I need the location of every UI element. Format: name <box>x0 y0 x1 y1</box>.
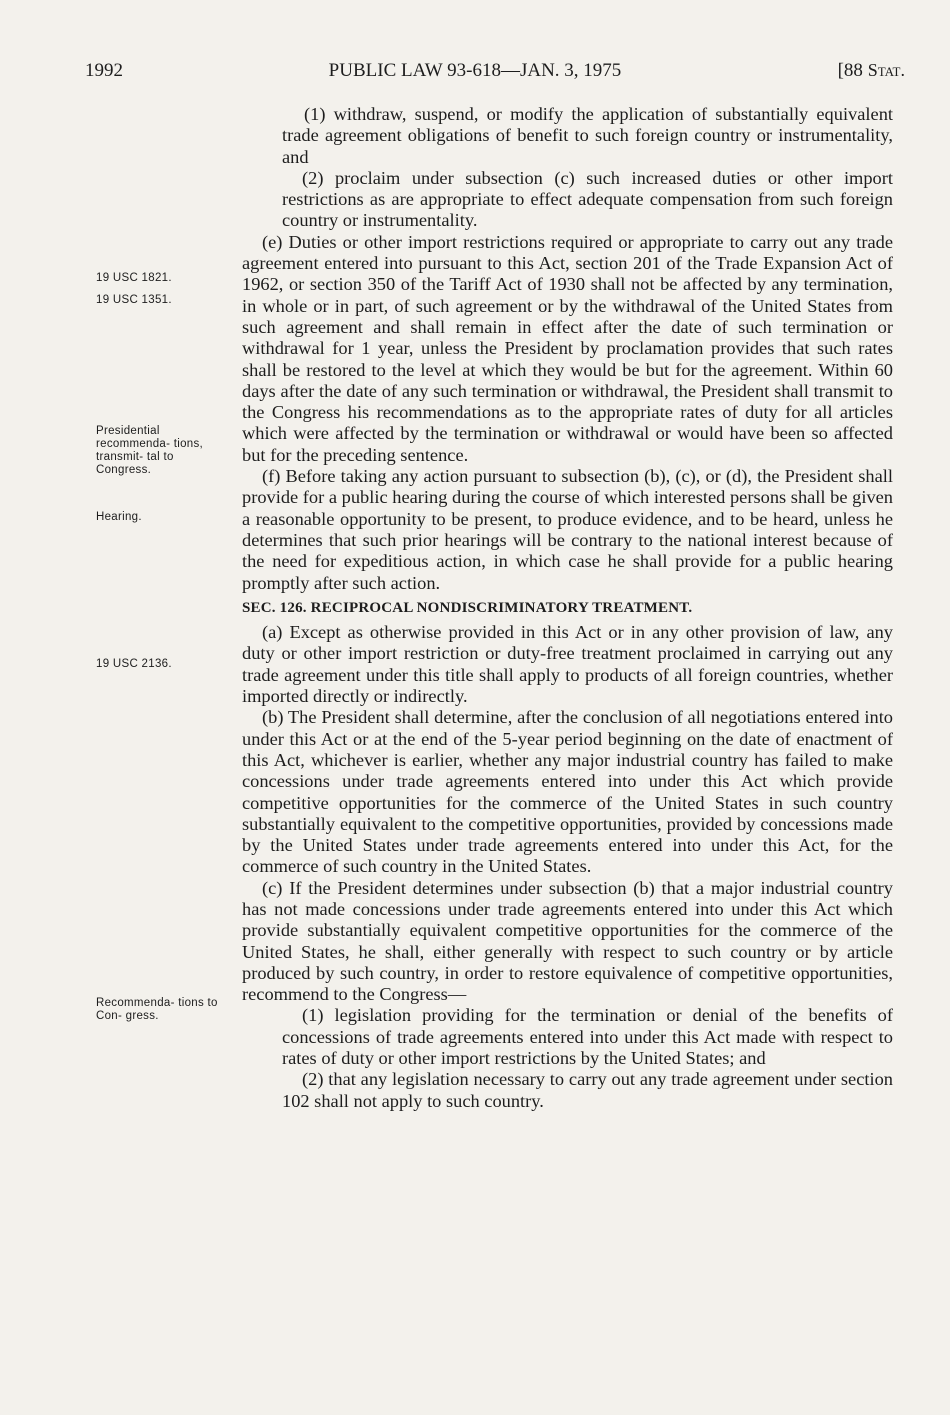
paragraph-e: (e) Duties or other import restrictions required or appropriate to carry out any trade agreement entered into pursuant to this Act, section 201 of the Trade Expansion Act of 1962, or section 350 of the Tariff Act of 1930 shall not be affected by any termination, in whole or in part, of such agreement or by the withdrawal of the United States from such agreement and shall remain in effect after the date of such termination or withdrawal for 1 year, unless the President by proclamation provides that such rates shall be restored to the level at which they would be but for the agreement. Within 60 days after the date of any such termination or withdrawal, the President shall transmit to the Congress his recommendations as to the appropriate rates of duty for all articles which were affected by the termination or withdrawal or would have been so affected but for the preceding sentence. <box>242 231 893 465</box>
statute-word: Stat. <box>867 60 905 80</box>
paragraph-126-c-1: (1) legislation providing for the termination or denial of the benefits of concessions of trade agreements entered into under this Act made with respect to rates of duty or other import restrictions by the United States; and <box>282 1005 893 1069</box>
statute-volume: [88 <box>837 60 863 81</box>
paragraph-d-2: (2) proclaim under subsection (c) such increased duties or other import restrictions as are appropriate to effect adequate compensation from such foreign country or instrumentality. <box>282 167 893 231</box>
margin-notes <box>0 0 230 1415</box>
paragraph-f: (f) Before taking any action pursuant to subsection (b), (c), or (d), the President shall provide for a public hearing during the course of which interested persons shall be given a reasonable opportunity to be present, to produce evidence, and to be heard, unless he determines that such prior hearings will be contrary to the national interest because of the need for expeditious action, in which case he shall provide for a public hearing promptly after such action. <box>242 466 893 593</box>
margin-note-usc-1821: 19 USC 1821. <box>96 272 172 284</box>
body-text <box>242 104 893 1112</box>
paragraph-126-a: (a) Except as otherwise provided in this Act or in any other provision of law, any duty or other import restriction or duty-free treatment proclaimed in carrying out any trade agreement under this title shall apply to products of all foreign countries, whether imported directly or indirectly. <box>242 622 893 707</box>
paragraph-126-b: (b) The President shall determine, after the conclusion of all negotiations entered into under this Act or at the end of the 5-year period beginning on the date of enactment of this Act, whichever is earlier, whether any major industrial country has failed to make concessions under trade agreements entered into under this Act which provide competitive opportunities for the commerce of the United States in such country substantially equivalent to the competitive opportunities, provided by concessions made by the United States under trade agreements entered into under this Act, for the commerce of such country in the United States. <box>242 707 893 877</box>
margin-note-presidential-recommendations: Presidential recommenda- tions, transmit- tal to Congress. <box>96 425 204 476</box>
section-heading: SEC. 126. RECIPROCAL NONDISCRIMINATORY TREATMENT. <box>242 599 693 616</box>
margin-note-recommendations-to-congress: Recommenda- tions to Con- gress. <box>96 997 218 1022</box>
margin-note-usc-1351: 19 USC 1351. <box>96 294 172 306</box>
page-number: 1992 <box>85 60 123 81</box>
paragraph-d-1: (1) withdraw, suspend, or modify the application of substantially equivalent trade agreement obligations of benefit to such foreign country or instrumentality, and <box>282 104 893 167</box>
statute-reference <box>838 60 905 82</box>
margin-note-hearing: Hearing. <box>96 511 142 523</box>
paragraph-126-c: (c) If the President determines under subsection (b) that a major industrial country has not made concessions under trade agreements entered into under this Act which provide substantially equivalent competitive opportunities for the commerce of the United States, he shall, either generally with respect to such country or by article produced by such country, in order to restore equivalence of competitive opportunities, recommend to the Congress— <box>242 877 893 1005</box>
margin-note-usc-2136: 19 USC 2136. <box>96 658 172 670</box>
paragraph-126-c-2: (2) that any legislation necessary to carry out any trade agreement under section 102 shall not apply to such country. <box>282 1069 893 1111</box>
running-title: PUBLIC LAW 93-618—JAN. 3, 1975 <box>328 60 622 81</box>
